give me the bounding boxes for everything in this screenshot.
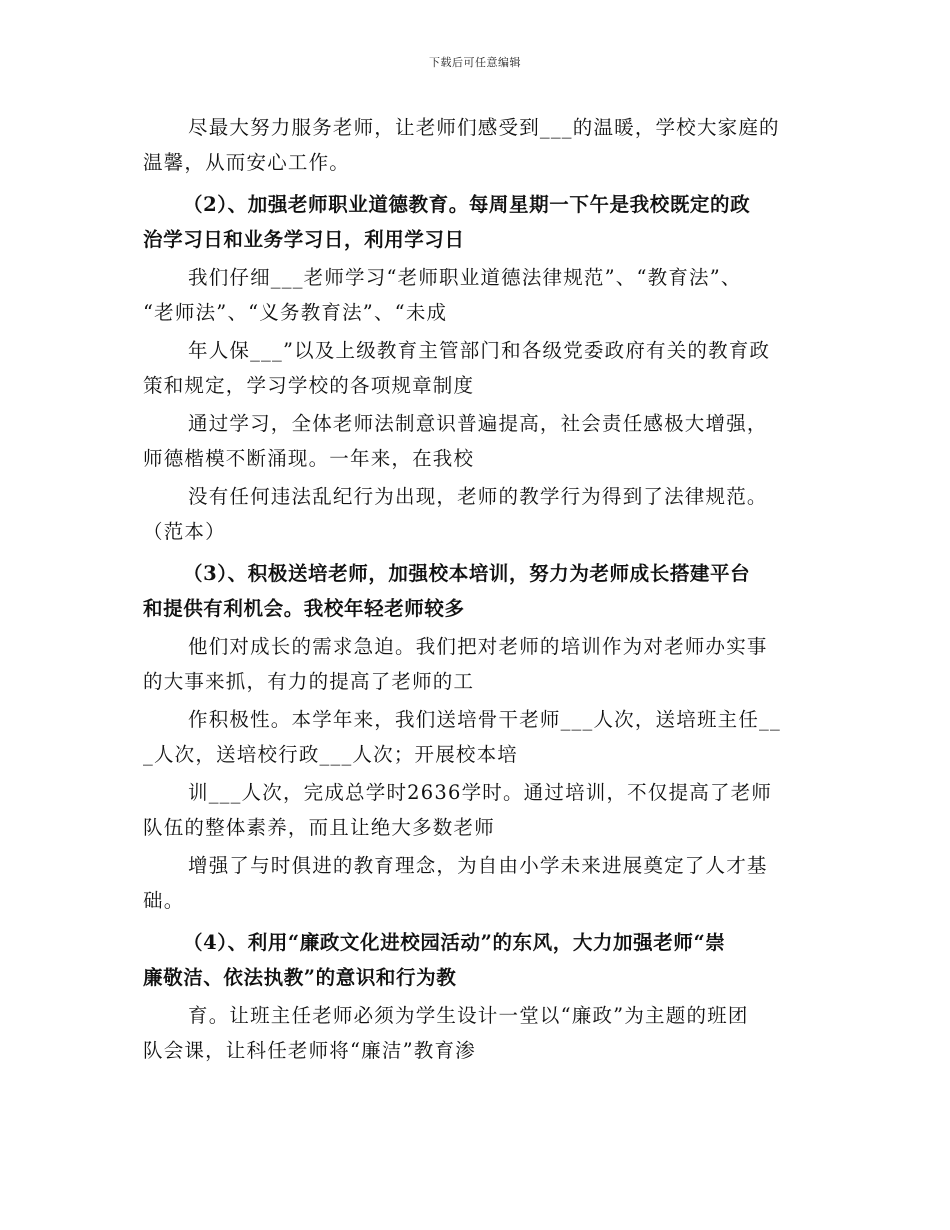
heading-line: （2）、加强老师职业道德教育。每周星期一下午是我校既定的政: [183, 193, 751, 216]
paragraph-training-hours: [143, 775, 811, 845]
paragraph-line: “老师法”、“义务教育法”、“未成: [143, 301, 448, 324]
paragraph-line: _人次，送培校行政___人次；开展校本培: [143, 743, 519, 766]
paragraph-training-needs: [143, 629, 811, 699]
paragraph-line: 作积极性。本学年来，我们送培骨干老师___人次，送培班主任__: [188, 708, 781, 731]
paragraph-awareness: [143, 406, 811, 476]
paragraph-line: 础。: [143, 889, 185, 912]
paragraph-line: 策和规定，学习学校的各项规章制度: [143, 374, 475, 397]
paragraph-line: 尽最大努力服务老师，让老师们感受到___的温暖，学校大家庭的: [188, 116, 780, 139]
paragraph-training-counts: [143, 702, 811, 772]
paragraph-education-concept: [143, 848, 811, 918]
paragraph-line: 温馨，从而安心工作。: [143, 151, 351, 174]
document-body: [143, 110, 811, 1068]
paragraph-integrity-class: [143, 998, 811, 1068]
paragraph-line: 育。让班主任老师必须为学生设计一堂以“廉政”为主题的班团: [188, 1004, 749, 1027]
paragraph-line: 年人保___”以及上级教育主管部门和各级党委政府有关的教育政: [188, 339, 771, 362]
heading-line: （3）、积极送培老师，加强校本培训，努力为老师成长搭建平台: [183, 562, 751, 585]
section-heading-4: [143, 925, 811, 995]
heading-line: 和提供有利机会。我校年轻老师较多: [143, 597, 465, 620]
paragraph-no-violations: [143, 479, 811, 549]
section-heading-2: [143, 187, 811, 257]
paragraph-line: 增强了与时俱进的教育理念，为自由小学未来进展奠定了人才基: [188, 854, 768, 877]
paragraph-service: [143, 110, 811, 180]
paragraph-line: 师德楷模不断涌现。一年来，在我校: [143, 447, 475, 470]
paragraph-line: 队伍的整体素养，而且让绝大多数老师: [143, 816, 495, 839]
paragraph-line: 没有任何违法乱纪行为出现，老师的教学行为得到了法律规范。: [188, 485, 768, 508]
paragraph-line: 队会课，让科任老师将“廉洁”教育渗: [143, 1039, 476, 1062]
heading-line: 治学习日和业务学习日，利用学习日: [143, 228, 465, 251]
heading-line: 廉敬洁、依法执教”的意识和行为教: [143, 966, 457, 989]
page-header: 下载后可任意编辑: [429, 56, 521, 69]
paragraph-line: 通过学习，全体老师法制意识普遍提高，社会责任感极大增强，: [188, 412, 768, 435]
paragraph-line: 训___人次，完成总学时2636学时。通过培训，不仅提高了老师: [188, 781, 773, 804]
paragraph-line: （范本）: [143, 520, 226, 543]
section-heading-3: [143, 556, 811, 626]
heading-line: （4）、利用“廉政文化进校园活动”的东风，大力加强老师“崇: [183, 931, 726, 954]
paragraph-line: 他们对成长的需求急迫。我们把对老师的培训作为对老师办实事: [188, 635, 768, 658]
paragraph-policies: [143, 333, 811, 403]
paragraph-line: 我们仔细___老师学习“老师职业道德法律规范”、“教育法”、: [188, 266, 742, 289]
paragraph-study-laws: [143, 260, 811, 330]
paragraph-line: 的大事来抓，有力的提高了老师的工: [143, 670, 475, 693]
